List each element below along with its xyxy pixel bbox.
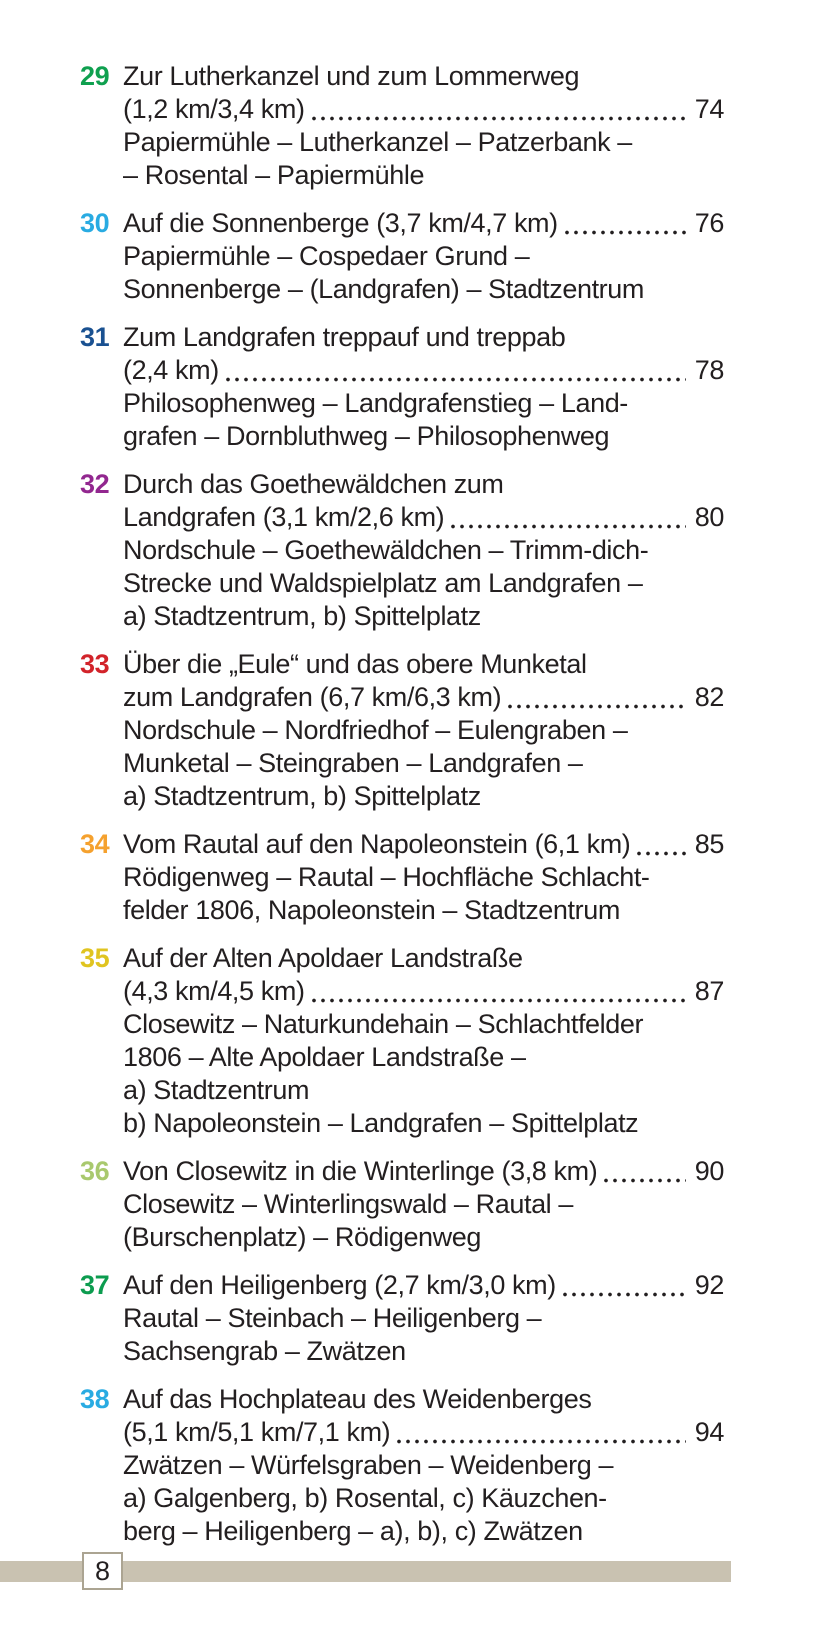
route-line: Sachsengrab – Zwätzen: [123, 1336, 406, 1366]
route-line: (Burschenplatz) – Rödigenweg: [123, 1222, 482, 1252]
entry-leader-line: [123, 975, 724, 1008]
route-number: 32: [80, 469, 110, 499]
route-line: a) Stadtzentrum, b) Spittelplatz: [123, 781, 481, 811]
route-line: Nordschule – Goethewäldchen – Trimm-dich-: [123, 535, 649, 565]
entry-leader-line: [123, 1269, 724, 1302]
dotted-leader: [508, 704, 686, 709]
entry-page-number: 78: [694, 355, 724, 385]
leader-text: zum Landgrafen (6,7 km/6,3 km): [123, 682, 502, 712]
entry-body: [123, 1155, 724, 1254]
entry-leader-line: [123, 1416, 724, 1449]
dotted-leader: [637, 851, 686, 856]
table-of-contents: [80, 60, 724, 1563]
leader-text: (4,3 km/4,5 km): [123, 976, 305, 1006]
footer-bar: [0, 1555, 731, 1586]
route-line: Rödigenweg – Rautal – Hochfläche Schlacht-: [123, 862, 650, 892]
leader-text: (2,4 km): [123, 355, 219, 385]
entry-body: [123, 321, 724, 453]
entry-leader-line: [123, 681, 724, 714]
leader-text: Vom Rautal auf den Napoleonstein (6,1 km): [123, 829, 631, 859]
entry-page-number: 87: [694, 976, 724, 1006]
entry-page-number: 92: [694, 1270, 724, 1300]
route-line: Papiermühle – Lutherkanzel – Patzerbank –: [123, 127, 632, 157]
page-number: 8: [94, 1555, 111, 1586]
route-line: Nordschule – Nordfriedhof – Eulengraben –: [123, 715, 628, 745]
entry-body: [123, 648, 724, 813]
route-number: 38: [80, 1384, 110, 1414]
toc-entry: [80, 1155, 724, 1254]
toc-entry: [80, 321, 724, 453]
entry-body: [123, 942, 724, 1140]
entry-body: [123, 1269, 724, 1368]
entry-leader-line: [123, 828, 724, 861]
route-number: 36: [80, 1156, 110, 1186]
entry-page-number: 74: [694, 94, 724, 124]
leader-text: (5,1 km/5,1 km/7,1 km): [123, 1417, 391, 1447]
toc-entry: [80, 60, 724, 192]
entry-body: [123, 828, 724, 927]
entry-leader-line: [123, 501, 724, 534]
entry-page-number: 82: [694, 682, 724, 712]
route-line: Philosophenweg – Landgrafenstieg – Land-: [123, 388, 628, 418]
route-line: berg – Heiligenberg – a), b), c) Zwätzen: [123, 1516, 583, 1546]
route-line: Closewitz – Winterlingswald – Rautal –: [123, 1189, 573, 1219]
route-line: Closewitz – Naturkundehain – Schlachtfelder: [123, 1009, 644, 1039]
dotted-leader: [226, 377, 686, 382]
route-number: 29: [80, 61, 110, 91]
route-line: b) Napoleonstein – Landgrafen – Spittelplatz: [123, 1108, 639, 1138]
route-line: Munketal – Steingraben – Landgrafen –: [123, 748, 583, 778]
route-line: Strecke und Waldspielplatz am Landgrafen –: [123, 568, 643, 598]
dotted-leader: [397, 1439, 686, 1444]
route-line: felder 1806, Napoleonstein – Stadtzentrum: [123, 895, 620, 925]
route-line: a) Stadtzentrum, b) Spittelplatz: [123, 601, 481, 631]
toc-entry: [80, 1269, 724, 1368]
entry-body: [123, 468, 724, 633]
route-number: 31: [80, 322, 110, 352]
entry-page-number: 85: [694, 829, 724, 859]
entry-body: [123, 60, 724, 192]
route-number: 37: [80, 1270, 110, 1300]
route-number: 33: [80, 649, 110, 679]
entry-leader-line: [123, 1155, 724, 1188]
toc-entry: [80, 648, 724, 813]
entry-leader-line: [123, 354, 724, 387]
entry-page-number: 76: [694, 208, 724, 238]
entry-title-line: Zum Landgrafen treppauf und treppab: [123, 322, 566, 352]
dotted-leader: [312, 116, 686, 121]
route-number: 34: [80, 829, 110, 859]
leader-text: Auf die Sonnenberge (3,7 km/4,7 km): [123, 208, 558, 238]
route-line: a) Galgenberg, b) Rosental, c) Käuzchen-: [123, 1483, 607, 1513]
entry-title-line: Zur Lutherkanzel und zum Lommerweg: [123, 61, 580, 91]
leader-text: Von Closewitz in die Winterlinge (3,8 km): [123, 1156, 598, 1186]
entry-page-number: 90: [694, 1156, 724, 1186]
route-line: – Rosental – Papiermühle: [123, 160, 425, 190]
toc-entry: [80, 207, 724, 306]
toc-entry: [80, 1383, 724, 1548]
entry-body: [123, 1383, 724, 1548]
route-number: 35: [80, 943, 110, 973]
route-number: 30: [80, 208, 110, 238]
entry-page-number: 94: [694, 1417, 724, 1447]
entry-title-line: Durch das Goethewäldchen zum: [123, 469, 504, 499]
route-line: Rautal – Steinbach – Heiligenberg –: [123, 1303, 542, 1333]
route-line: a) Stadtzentrum: [123, 1075, 310, 1105]
entry-body: [123, 207, 724, 306]
entry-leader-line: [123, 93, 724, 126]
toc-entry: [80, 942, 724, 1140]
dotted-leader: [563, 1292, 686, 1297]
dotted-leader: [451, 524, 686, 529]
toc-entry: [80, 468, 724, 633]
route-line: grafen – Dornbluthweg – Philosophenweg: [123, 421, 610, 451]
entry-title-line: Über die „Eule“ und das obere Munketal: [123, 649, 587, 679]
leader-text: (1,2 km/3,4 km): [123, 94, 305, 124]
route-line: Papiermühle – Cospedaer Grund –: [123, 241, 530, 271]
entry-title-line: Auf das Hochplateau des Weidenberges: [123, 1384, 592, 1414]
leader-text: Landgrafen (3,1 km/2,6 km): [123, 502, 445, 532]
entry-title-line: Auf der Alten Apoldaer Landstraße: [123, 943, 523, 973]
page-number-box: [82, 1552, 123, 1590]
dotted-leader: [565, 230, 686, 235]
entry-page-number: 80: [694, 502, 724, 532]
entry-leader-line: [123, 207, 724, 240]
toc-entry: [80, 828, 724, 927]
route-line: Zwätzen – Würfelsgraben – Weidenberg –: [123, 1450, 614, 1480]
leader-text: Auf den Heiligenberg (2,7 km/3,0 km): [123, 1270, 556, 1300]
route-line: Sonnenberge – (Landgrafen) – Stadtzentrum: [123, 274, 644, 304]
dotted-leader: [604, 1178, 686, 1183]
route-line: 1806 – Alte Apoldaer Landstraße –: [123, 1042, 526, 1072]
dotted-leader: [312, 998, 686, 1003]
